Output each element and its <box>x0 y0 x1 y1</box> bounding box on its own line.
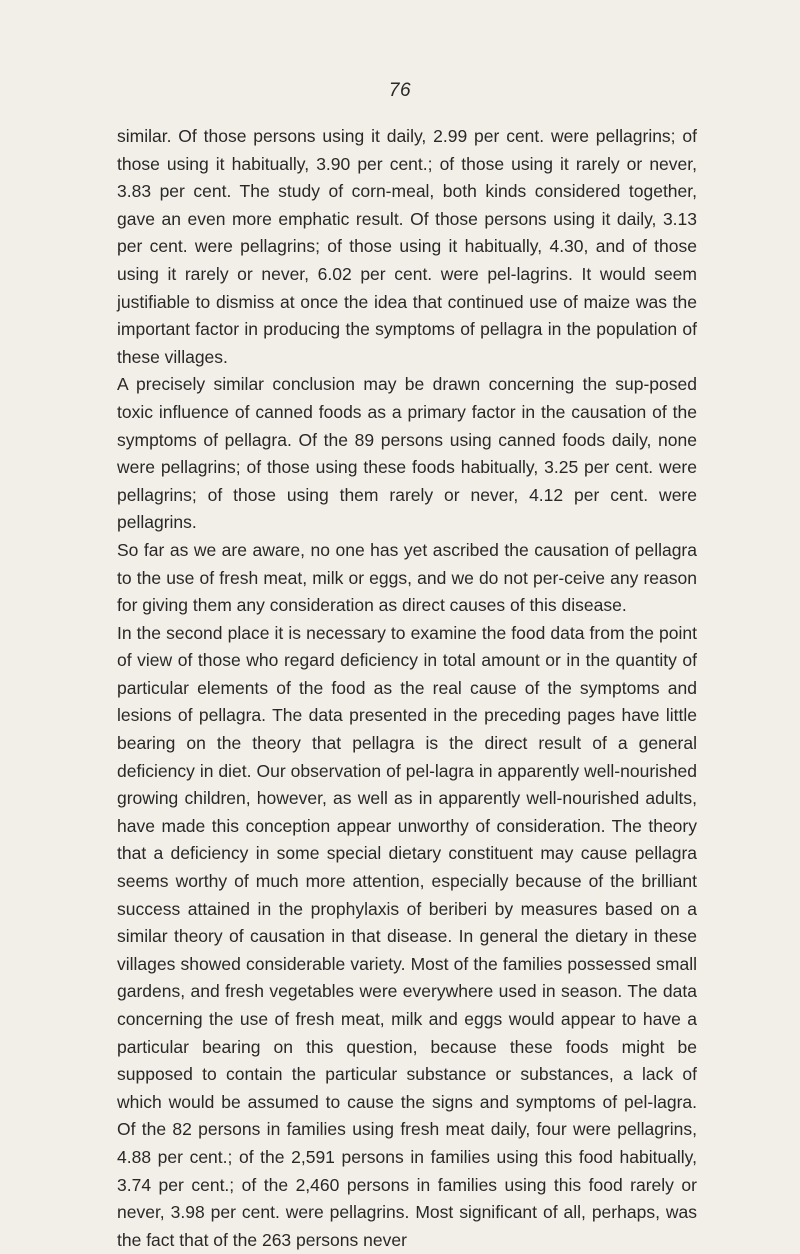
body-text <box>117 123 697 1254</box>
page-number: 76 <box>388 80 412 101</box>
paragraph-canned-foods: A precisely similar conclusion may be drawn concerning the sup-posed toxic influence of canned foods as a primary factor in the causation of the symptoms of pellagra. Of the 89 persons using canned foods daily, none were pellagrins; of those using these foods habitually, 3.25 per cent. were pellagrins; of those using them rarely or never, 4.12 per cent. were pellagrins. <box>117 374 697 533</box>
paragraph-fresh-meat-milk-eggs: So far as we are aware, no one has yet ascribed the causation of pellagra to the use of fresh meat, milk or eggs, and we do not per-ceive any reason for giving them any consideration as direct causes of this disease. <box>117 539 697 616</box>
paragraph-dietary-deficiency: In the second place it is necessary to examine the food data from the point of view of those who regard deficiency in total amount or in the quantity of particular elements of the food as the real cause of the symptoms and lesions of pellagra. The data presented in the preceding pages have little bearing on the theory that pellagra is the direct result of a general deficiency in diet. Our observation of pel-lagra in apparently well-nourished growing children, however, as well as in apparently well-nourished adults, have made this conception appear unworthy of consideration. The theory that a deficiency in some special dietary constituent may cause pellagra seems worthy of much more attention, especially because of the brilliant success attained in the prophylaxis of beriberi by measures based on a similar theory of causation in that disease. In general the dietary in these villages showed considerable variety. Most of the families possessed small gardens, and fresh vegetables were everywhere used in season. The data concerning the use of fresh meat, milk and eggs would appear to have a particular bearing on this question, because these foods might be supposed to contain the particular substance or substances, a lack of which would be assumed to cause the signs and symptoms of pel-lagra. Of the 82 persons in families using fresh meat daily, four were pellagrins, 4.88 per cent.; of the 2,591 persons in families using this food habitually, 3.74 per cent.; of the 2,460 persons in families using this food rarely or never, 3.98 per cent. were pellagrins. Most significant of all, perhaps, was the fact that of the 263 persons never <box>117 622 697 1250</box>
paragraph-maize-conclusion: similar. Of those persons using it daily, 2.99 per cent. were pellagrins; of those using it habitually, 3.90 per cent.; of those using it rarely or never, 3.83 per cent. The study of corn-meal, both kinds considered together, gave an even more emphatic result. Of those persons using it daily, 3.13 per cent. were pellagrins; of those using it habitually, 4.30, and of those using it rarely or never, 6.02 per cent. were pel-lagrins. It would seem justifiable to dismiss at once the idea that continued use of maize was the important factor in producing the symptoms of pellagra in the population of these villages. <box>117 126 697 367</box>
